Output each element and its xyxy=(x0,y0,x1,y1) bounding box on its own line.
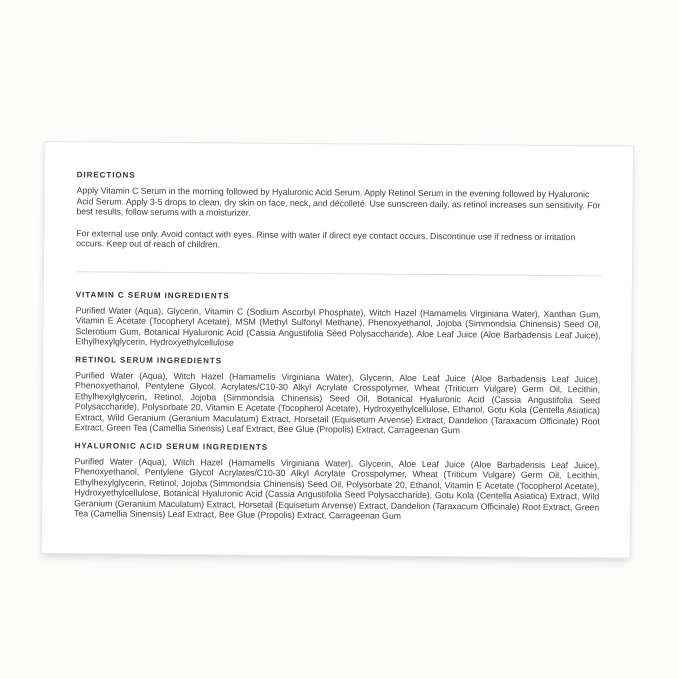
directions-section xyxy=(76,170,602,253)
ingredients-section-hyaluronic-acid xyxy=(74,441,600,523)
hyaluronic-acid-ingredients-text: Purified Water (Aqua), Witch Hazel (Hamamells Virginiana Water), Glycerin, Aloe Leaf Juice (Aloe Barbadensis Leaf Juice), Phenoxyethanol, Pentylene Glycol Acrylates/C10-30 Alkyl Acrylate Crosspolymer, Wheat (Triticum Vulgare) Germ Oil, Lecithin, Ethylhexylglycerin, Retinol, Jojoba (Simmondsia Chinensis) Seed Oil, Polysorbate 20, Ethanol, Vitamin E Acetate (Tocopherol Acetate), Hydroxyethylcellulose, Botanical Hyaluronic Acid (Cassia Angustifolia Seed Polysaccharide), Gotu Kola (Centella Asiatica) Extract, Wild Geranium (Geranium Maculatum) Extract, Horsetail (Equisetum Arvense) Extract, Dandelion (Taraxacum Officinale) Root Extract, Green Tea (Camellia Sinensis) Leaf Extract, Bee Glue (Propolis) Extract, Carrageenan Gum xyxy=(74,455,600,521)
directions-usage-paragraph: Apply Vitamin C Serum in the morning followed by Hyaluronic Acid Serum. Apply Retinol Serum in the evening followed by Hyaluronic Acid Serum. Apply 3-5 drops to clean, dry skin on face, neck, and décolleté. Use sunscreen daily, as retinol increases sun sensitivity. For best results, follow serums with a moisturizer. xyxy=(76,185,601,218)
hyaluronic-acid-ingredients-heading: HYALURONIC ACID SERUM INGREDIENTS xyxy=(74,440,269,452)
directions-heading: DIRECTIONS xyxy=(76,170,136,180)
retinol-ingredients-heading: RETINOL SERUM INGREDIENTS xyxy=(75,354,223,365)
ingredients-section-vitamin-c xyxy=(75,290,600,351)
vitamin-c-ingredients-heading: VITAMIN C SERUM INGREDIENTS xyxy=(75,289,230,300)
section-divider xyxy=(76,271,601,276)
ingredients-section-retinol xyxy=(75,355,601,437)
directions-warning-paragraph: For external use only. Avoid contact with eyes. Rinse with water if direct eye contact occurs. Discontinue use if redness or irritation occurs. Keep out of reach of children. xyxy=(76,227,576,250)
retinol-ingredients-text: Purified Water (Aqua), Witch Hazel (Hamamelis Virginiana Water), Glycerin, Aloe Leaf Juice (Aloe Barbadensis Leaf Juice), Phenoxyethanol, Pentylene Glycol, Acrylates/C10-30 Alkyl Acrylate Crosspolymer, Wheat (Triticum Vulgare) Germ Oil, Lecithin, Ethylhexylglycerin, Retinol, Jojoba (Simmondsia Chinensis) Seed Oil, Botanical Hyaluronic Acid (Cassia Angustifolia Seed Polysaccharide), Polysorbate 20, Vitamin E Acetate (Tocopherol Acetate), Hydroxyethylcellulose, Ethanol, Gotu Kola (Centella Asiatica) Extract, Wild Geranium (Geranium Maculatum) Extract, Horsetail (Equisetum Arvense) Extract, Dandelion (Taraxacum Officinale) Root Extract, Green Tea (Camellia Sinensis) Leaf Extract, Bee Glue (Propolis) Extract, Carrageenan Gum xyxy=(74,369,601,436)
vitamin-c-ingredients-text: Purified Water (Aqua), Glycerin, Vitamin C (Sodium Ascorbyl Phosphate), Witch Hazel (Hamamelis Virginiana Water), Xanthan Gum, Vitamin E Acetate (Tocopheryl Acetate), MSM (Methyl Sulfonyl Methane), Phenoxyethanol, Jojoba (Simmondsia Chinensis) Seed Oil, Sclerotium Gum, Botanical Hyaluronic Acid (Cassia Angustifolia Seed Polysaccharide), Aloe Leaf Juice (Aloe Barbadensis Leaf Juice), Ethylhexylglycerin, Hydroxyethylcellulose xyxy=(75,304,601,348)
product-info-card xyxy=(41,141,634,559)
